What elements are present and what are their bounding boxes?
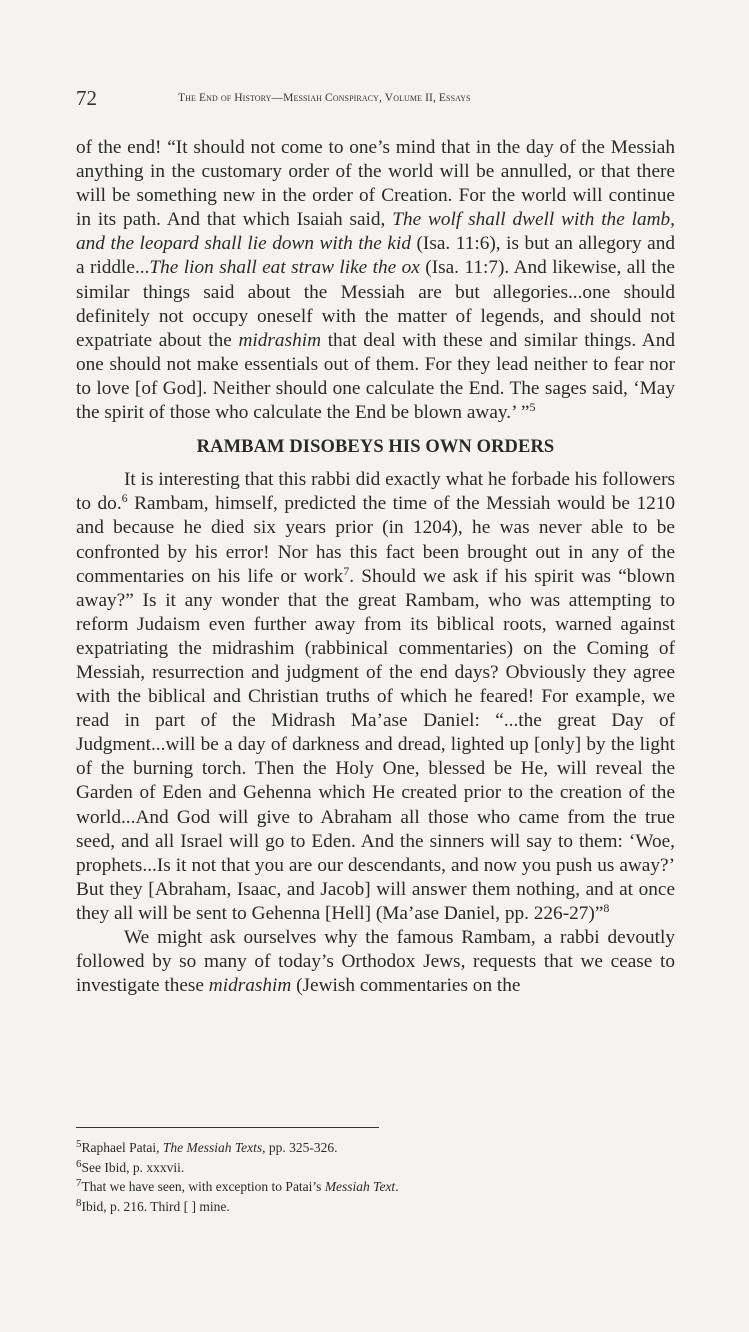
section-heading: RAMBAM DISOBEYS HIS OWN ORDERS bbox=[196, 437, 555, 458]
footnote-7: $^7$That we have seen, with exception to Patai’s Messiah Text. bbox=[76, 1177, 399, 1194]
footnote-ref-7[interactable]: 7 bbox=[343, 563, 350, 578]
running-head: The End of History—Messiah Conspiracy, Volume II, Essays bbox=[178, 92, 471, 104]
footnote-5: $^5$Raphael Patai, The Messiah Texts, pp. 325-326. bbox=[76, 1138, 338, 1155]
paragraph-3: We might ask ourselves why the famous Rambam, a rabbi devoutly followed by so many of today’s Orthodox Jews, requests that we cease to investigate these midrashim (Jewish commentaries on the bbox=[76, 927, 675, 997]
footnote-ref-8[interactable]: 8 bbox=[603, 900, 610, 915]
page-number: 72 bbox=[76, 86, 97, 110]
footnote-8: $^8$Ibid, p. 216. Third [ ] mine. bbox=[76, 1196, 230, 1214]
paragraph-2: It is interesting that this rabbi did exactly what he forbade his followers to do.$^6$ Rambam, himself, predicted the time of the Messiah would be 1210 and because he died six years prior (in 1204), he was never able to be confronted by his error! Nor has this fact been brought out in any of the commentaries on his life or work$^7$. Should we ask if his spirit was “blown away?” Is it any wonder that the great Rambam, who was attempting to reform Judaism even further away from its biblical roots, warned against expatriating the midrashim (rabbinical commentaries) on the Coming of Messiah, resurrection and judgment of the end days? Obviously they agree with the biblical and Christian truths of which he feared! For example, we read in part of the Midrash Ma’ase Daniel: “...the great Day of Judgment...will be a day of darkness and dread, lighted up [only] by the light of the burning torch. Then the Holy One, blessed be He, will reveal the Garden of Eden and Gehenna which He created prior to the creation of the world...And God will give to Abraham all those who came from the true seed, and all Israel will go to Eden. And the sinners will say to them: ‘Woe, prophets...Is it not that you are our descendants, and now you push us away?’ But they [Abraham, Isaac, and Jacob] will answer them nothing, and at once they all will be sent to Gehenna [Hell] (Ma’ase Daniel, pp. 226-27)”$^8$ bbox=[76, 469, 676, 924]
body-text bbox=[76, 136, 675, 998]
footnote-ref-5[interactable]: 5 bbox=[529, 400, 536, 415]
footnote-divider bbox=[76, 1127, 379, 1128]
footnote-6: $^6$See Ibid, p. xxxvii. bbox=[76, 1157, 185, 1175]
page-header bbox=[76, 86, 675, 112]
paragraph-1: of the end! “It should not come to one’s mind that in the day of the Messiah anything in the customary order of the world will be annulled, or that there will be something new in the order of Creation. For the world will continue in its path. And that which Isaiah said, The wolf shall dwell with the lamb, and the leopard shall lie down with the kid (Isa. 11:6), is but an allegory and a riddle...The lion shall eat straw like the ox (Isa. 11:7). And likewise, all the similar things said about the Messiah are but allegories...one should definitely not occupy oneself with the matter of legends, and should not expatriate about the midrashim that deal with these and similar things. And one should not make essentials out of them. For they lead neither to fear nor to love [of God]. Neither should one calculate the End. The sages said, ‘May the spirit of those who calculate the End be blown away.’ ”$^5$ bbox=[76, 137, 676, 424]
footnotes bbox=[76, 1138, 675, 1216]
footnote-ref-6[interactable]: 6 bbox=[121, 491, 128, 506]
